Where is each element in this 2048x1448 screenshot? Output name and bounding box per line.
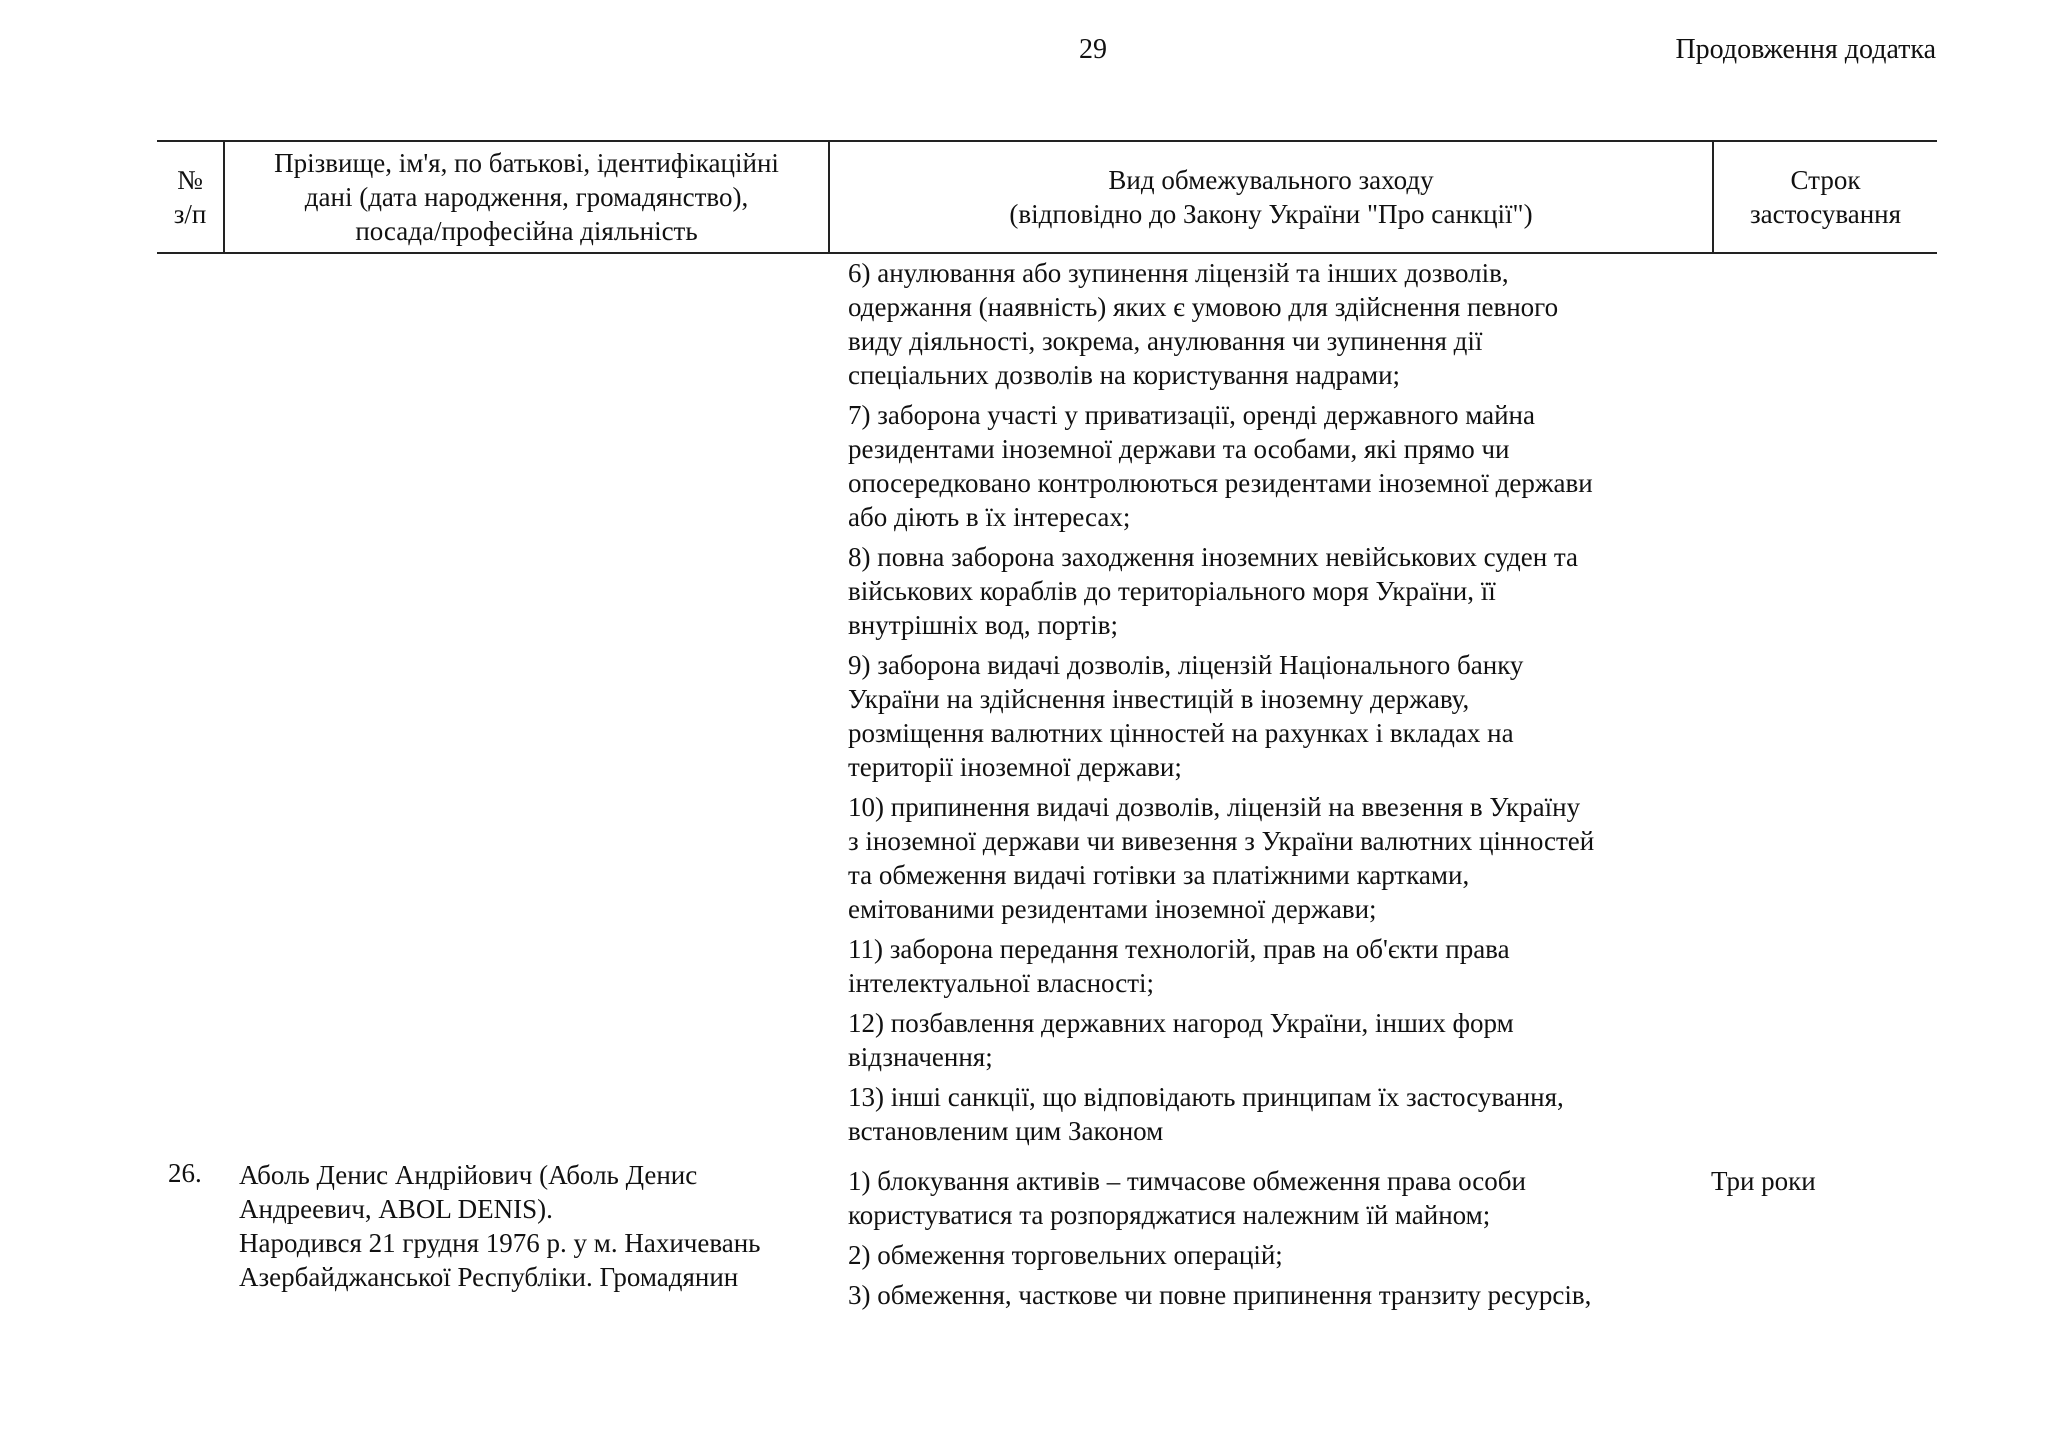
person-line: Азербайджанської Республіки. Громадянин — [239, 1262, 739, 1292]
header-term-column — [1712, 142, 1937, 252]
measure-line: резидентами іноземної держави та особами, які прямо чи — [848, 434, 1510, 464]
header-line: Вид обмежувального заходу — [1108, 165, 1434, 195]
measure-item — [848, 398, 1594, 534]
header-number-column — [157, 142, 223, 252]
measure-line: 12) позбавлення державних нагород України, інших форм — [848, 1008, 1514, 1038]
person-line: Аболь Денис Андрійович (Аболь Денис — [239, 1160, 698, 1190]
page-number: 29 — [1079, 34, 1107, 65]
measure-line: 6) анулювання або зупинення ліцензій та інших дозволів, — [848, 258, 1509, 288]
header-measure-column — [828, 142, 1712, 252]
measure-line: користуватися та розпоряджатися належним їй майном; — [848, 1200, 1491, 1230]
measure-item — [848, 648, 1594, 784]
measure-item — [848, 1006, 1594, 1074]
measure-item — [848, 1238, 1591, 1272]
measure-line: України на здійснення інвестицій в іноземну державу, — [848, 684, 1470, 714]
measure-line: емітованими резидентами іноземної держави; — [848, 894, 1377, 924]
measure-line: території іноземної держави; — [848, 752, 1182, 782]
measure-line: виду діяльності, зокрема, анулювання чи зупинення дії — [848, 326, 1483, 356]
header-line: посада/професійна діяльність — [355, 216, 698, 246]
measure-line: 11) заборона передання технологій, прав на об'єкти права — [848, 934, 1510, 964]
measure-line: 7) заборона участі у приватизації, оренді державного майна — [848, 400, 1535, 430]
measure-item — [848, 790, 1594, 926]
header-line: застосування — [1749, 199, 1902, 229]
header-line: з/п — [173, 199, 207, 229]
measure-item — [848, 1278, 1591, 1312]
header-line: (відповідно до Закону України "Про санкції") — [1009, 199, 1533, 229]
measure-line: спеціальних дозволів на користування надрами; — [848, 360, 1401, 390]
entry-person-details — [239, 1158, 760, 1294]
measure-line: встановленим цим Законом — [848, 1116, 1164, 1146]
header-name-column — [223, 142, 828, 252]
measure-item — [848, 256, 1594, 392]
measure-line: розміщення валютних цінностей на рахунках і вкладах на — [848, 718, 1514, 748]
measure-item — [848, 540, 1594, 642]
measure-line: 13) інші санкції, що відповідають принципам їх застосування, — [848, 1082, 1564, 1112]
measure-line: та обмеження видачі готівки за платіжними картками, — [848, 860, 1470, 890]
measure-line: з іноземної держави чи вивезення з України валютних цінностей — [848, 826, 1595, 856]
table-header — [157, 140, 1937, 254]
measure-line: інтелектуальної власності; — [848, 968, 1154, 998]
header-line: дані (дата народження, громадянство), — [304, 182, 749, 212]
measure-line: 10) припинення видачі дозволів, ліцензій на ввезення в Україну — [848, 792, 1581, 822]
measure-item — [848, 1080, 1594, 1148]
measure-line: опосередковано контролюються резидентами іноземної держави — [848, 468, 1593, 498]
continuation-label: Продовження додатка — [1675, 34, 1936, 65]
measure-line: 3) обмеження, часткове чи повне припинення транзиту ресурсів, — [848, 1280, 1592, 1310]
measure-line: або діють в їх інтересах; — [848, 502, 1131, 532]
person-line: Андреевич, ABOL DENIS). — [239, 1194, 553, 1224]
entry-measures-list — [848, 1164, 1591, 1318]
measure-line: одержання (наявність) яких є умовою для здійснення певного — [848, 292, 1559, 322]
measure-line: внутрішніх вод, портів; — [848, 610, 1118, 640]
header-line: Строк — [1790, 165, 1861, 195]
header-line: № — [177, 165, 203, 195]
measure-item — [848, 1164, 1591, 1232]
entry-number: 26. — [168, 1158, 202, 1188]
measure-line: 9) заборона видачі дозволів, ліцензій Національного банку — [848, 650, 1524, 680]
measure-line: 8) повна заборона заходження іноземних невійськових суден та — [848, 542, 1579, 572]
header-line: Прізвище, ім'я, по батькові, ідентифікаційні — [274, 148, 779, 178]
person-line: Народився 21 грудня 1976 р. у м. Нахичевань — [239, 1228, 761, 1258]
measure-line: військових кораблів до територіального моря України, її — [848, 576, 1496, 606]
continued-measures-list — [848, 256, 1594, 1154]
measure-item — [848, 932, 1594, 1000]
measure-line: 2) обмеження торговельних операцій; — [848, 1240, 1283, 1270]
measure-line: відзначення; — [848, 1042, 993, 1072]
measure-line: 1) блокування активів – тимчасове обмеження права особи — [848, 1166, 1526, 1196]
entry-term: Три роки — [1711, 1166, 1816, 1196]
